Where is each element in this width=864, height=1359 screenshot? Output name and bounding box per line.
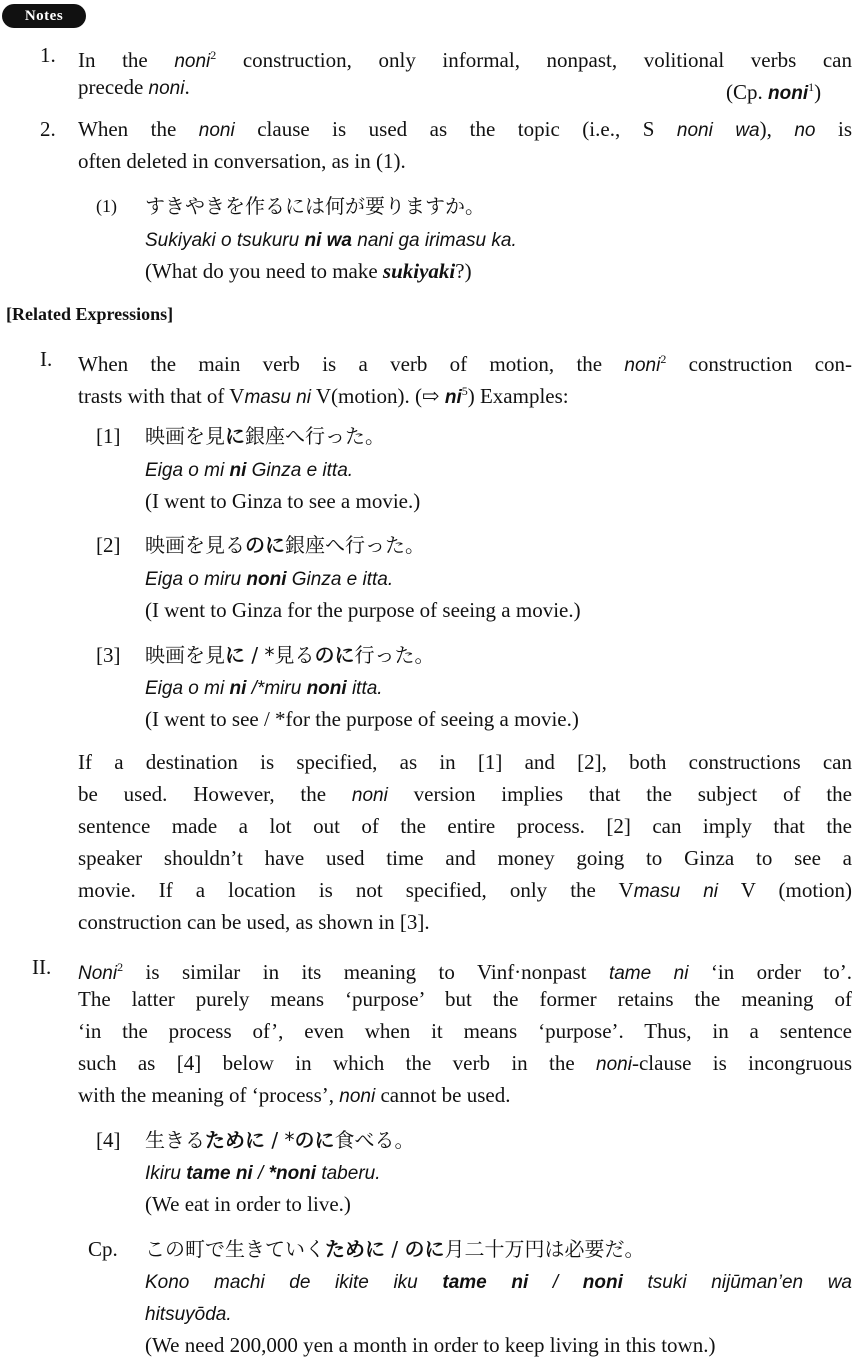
- example-II4-number: [4]: [96, 1128, 121, 1152]
- section-I-para-line-4: speaker shouldn’t have used time and money going to Ginza to see a: [78, 846, 852, 870]
- example-II4-japanese: 生きるために / *のに食べる。: [145, 1128, 415, 1152]
- example-II4-english: (We eat in order to live.): [145, 1192, 351, 1216]
- section-I-number: I.: [40, 347, 53, 371]
- section-II-line-1: Noni$^2$ is similar in its meaning to Vinf·nonpast tame ni ‘in order to’.: [78, 960, 852, 984]
- compare-japanese: この町で生きていくために / のに月二十万円は必要だ。: [145, 1237, 645, 1261]
- example-1-romaji: Sukiyaki o tsukuru ni wa nani ga irimasu ka.: [145, 230, 517, 251]
- section-II-line-2: The latter purely means ‘purpose’ but the former retains the meaning of: [78, 987, 852, 1011]
- example-1-english: (What do you need to make sukiyaki?): [145, 259, 472, 283]
- example-I3-number: [3]: [96, 643, 121, 667]
- example-I3-japanese: 映画を見に / *見るのに行った。: [145, 643, 435, 667]
- example-I2-romaji: Eiga o miru noni Ginza e itta.: [145, 569, 394, 590]
- compare-number: Cp.: [88, 1237, 118, 1261]
- section-I-para-line-3: sentence made a lot out of the entire process. [2] can imply that the: [78, 814, 852, 838]
- note-2-line-1: When the noni clause is used as the topic (i.e., S noni wa), no is: [78, 117, 853, 141]
- example-I2-number: [2]: [96, 533, 121, 557]
- section-I-para-line-6: construction can be used, as shown in [3].: [78, 910, 430, 934]
- note-2-number: 2.: [40, 117, 56, 141]
- note-1-line-2: precede noni.: [78, 75, 190, 99]
- related-expressions-heading: [Related Expressions]: [6, 304, 174, 324]
- compare-romaji-line-1: Kono machi de ikite iku tame ni / noni tsuki nijūman’en wa: [145, 1272, 852, 1293]
- section-II-line-3: ‘in the process of’, even when it means ‘purpose’. Thus, in a sentence: [78, 1019, 852, 1043]
- example-1-number: (1): [96, 196, 117, 216]
- note-2-line-2: often deleted in conversation, as in (1).: [78, 149, 406, 173]
- note-1-line-1: In the noni$^2$ construction, only informal, nonpast, volitional verbs can: [78, 48, 852, 72]
- example-I2-english: (I went to Ginza for the purpose of seeing a movie.): [145, 598, 581, 622]
- notes-badge: Notes: [2, 4, 86, 28]
- example-I1-japanese: 映画を見に銀座へ行った。: [145, 424, 385, 448]
- example-I1-english: (I went to Ginza to see a movie.): [145, 489, 421, 513]
- note-1-compare: (Cp. noni$^1$): [726, 80, 822, 104]
- example-I3-english: (I went to see / *for the purpose of seeing a movie.): [145, 707, 579, 731]
- section-I-line-2: trasts with that of Vmasu ni V(motion). (⇨ $ni^5$) Examples:: [78, 384, 569, 408]
- example-I1-romaji: Eiga o mi ni Ginza e itta.: [145, 460, 354, 481]
- section-I-para-line-1: If a destination is specified, as in [1] and [2], both constructions can: [78, 750, 852, 774]
- compare-romaji-line-2: hitsuyōda.: [145, 1304, 232, 1325]
- section-I-para-line-2: be used. However, the noni version implies that the subject of the: [78, 782, 852, 806]
- example-I3-romaji: Eiga o mi ni /*miru noni itta.: [145, 678, 383, 699]
- section-II-line-5: with the meaning of ‘process’, noni cannot be used.: [78, 1083, 511, 1107]
- section-II-number: II.: [32, 955, 52, 979]
- example-I1-number: [1]: [96, 424, 121, 448]
- example-II4-romaji: Ikiru tame ni / *noni taberu.: [145, 1163, 381, 1184]
- note-1-number: 1.: [40, 43, 56, 67]
- section-I-line-1: When the main verb is a verb of motion, the noni$^2$ construction con-: [78, 352, 853, 376]
- section-II-line-4: such as [4] below in which the verb in the noni-clause is incongruous: [78, 1051, 852, 1075]
- compare-english: (We need 200,000 yen a month in order to keep living in this town.): [145, 1333, 716, 1357]
- example-1-japanese: すきやきを作るには何が要りますか。: [145, 194, 485, 218]
- example-I2-japanese: 映画を見るのに銀座へ行った。: [145, 533, 425, 557]
- section-I-para-line-5: movie. If a location is not specified, only the Vmasu ni V (motion): [78, 878, 853, 902]
